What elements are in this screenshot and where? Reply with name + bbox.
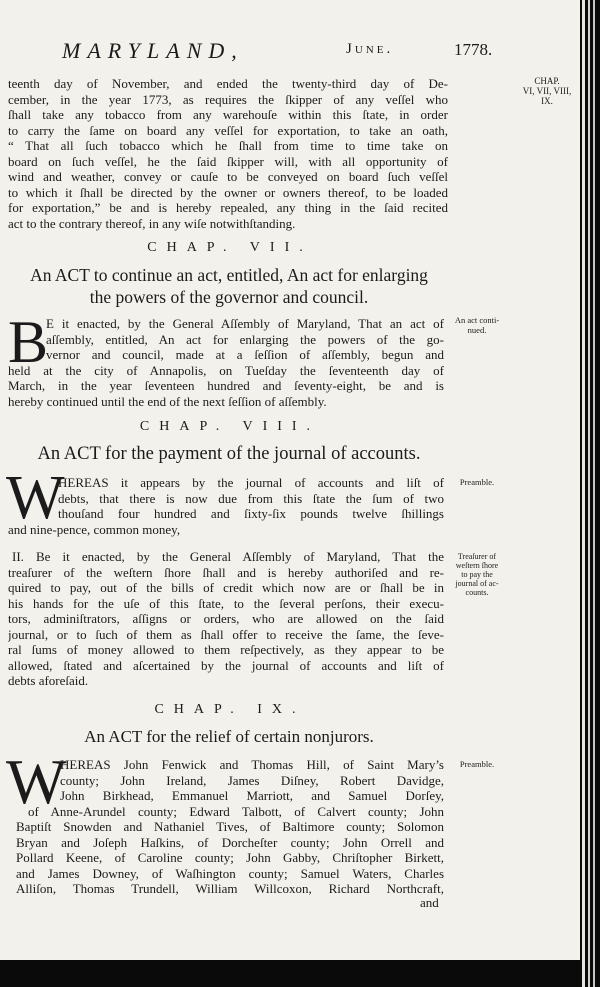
intro-paragraph [8,76,448,231]
act-title: An ACT for the payment of the journal of accounts. [37,444,421,464]
margin-note: Preamble. [459,759,495,769]
text-line: wind and weather, convey or cauſe to be conveyed on board ſuch veſſel [8,169,448,184]
text-line: board on ſuch veſſel, he the ſaid ſkipper will, with all opportunity of [8,153,448,169]
text-line: teenth day of November, and ended the twenty-third day of De- [8,76,448,91]
page-edge [582,0,585,987]
text-line: HEREAS it appears by the journal of accounts and liſt of [58,475,444,490]
margin-note-line: journal of ac- [455,579,499,588]
text-line: quired to pay, out of the bills of credit which now are or ſhall be in [8,580,444,595]
text-line: treaſurer of the weſtern ſhore ſhall and is hereby authoriſed and re- [8,564,444,580]
margin-note-line: nued. [467,324,487,335]
chap8-preamble [8,475,444,537]
text-line: HEREAS John Fenwick and Thomas Hill, of Saint Mary’s [60,757,444,772]
text-line: his hands for the uſe of this ſtate, to the ſeveral perſons, their execu- [8,595,444,611]
chapter-heading: CHAP. IX. [154,702,306,717]
chapter-margin-note [510,76,580,106]
text-line: and nine-pence, common money, [8,521,181,537]
text-line: II. Be it enacted, by the General Aſſembly of Maryland, That the [12,549,444,564]
margin-note-line: counts. [465,588,489,597]
drop-cap: B [8,309,49,375]
text-line: held at the city of Annapolis, on Tueſday the ſeventeenth day of [8,362,444,378]
chapter-heading: CHAP. VIII. [139,419,321,434]
page-edge [588,0,590,987]
text-line: “ That all ſuch tobacco which he ſhall from time to time take on [8,138,448,153]
margin-note [447,552,507,597]
text-line: ral ſums of money allowed to them reſpectively, as they appear to be [8,642,444,657]
text-line: Baptiſt Snowden and Nathaniel Tives, of Baltimore county; Solomon [16,819,444,834]
chap9-body [8,757,444,897]
text-line: act to the contrary thereof, in any wiſe notwithſtanding. [8,215,296,231]
text-line: Bryan and Joſeph Haſkins, of Dorcheſter county; John Orrell and [16,834,444,850]
text-line: of Anne-Arundel county; Edward Talbott, of Calvert county; John [28,803,444,819]
margin-note: Preamble. [459,477,495,487]
text-line: March, in the year ſeventeen hundred and ſeventy-eight, be and is [8,378,444,393]
running-header [0,38,580,68]
text-line: John Birkhead, Emmanuel Marriott, and Samuel Dorſey, [60,788,444,803]
text-line: E it enacted, by the General Aſſembly of Maryland, That an act of [46,316,444,331]
margin-note-line: Treaſurer of [457,552,497,561]
catchword: and [420,895,439,910]
margin-note-line: to pay the [461,570,493,579]
text-line: to which it ſhall be directed by the owner or owners thereof, to be loaded [8,184,448,200]
text-line: and James Downey, of Waſhington county; Samuel Waters, Charles [16,865,444,881]
text-line: for exportation,” be and is hereby repealed, any thing in the ſaid recited [8,200,448,215]
margin-note-line: CHAP. [534,76,560,86]
text-line: allowed, ſtated and aſcertained by the journal of accounts and liſt of [8,657,444,673]
act-title [4,264,454,308]
text-line: ſhall take any tobacco from any warehouſe within this ſtate, in order [8,107,448,122]
text-line: tors, adminiſtrators, aſſigns or orders, who are allowed on the ſaid [8,611,444,626]
text-line: county; John Ireland, James Diſney, Robert Davidge, [60,772,444,788]
chap7-body [8,309,444,409]
header-year: 1778. [454,40,493,59]
chapter-heading: CHAP. VII. [147,240,313,255]
text-line: debts, that there is now due from this ſtate the ſum of two [58,490,444,506]
margin-note-line: IX. [541,96,553,106]
text-line: Alliſon, Thomas Trundell, William Willcoxon, Richard Northcraft, [16,881,444,896]
page-edge [593,0,595,987]
margin-note-line: VI, VII, VIII, [522,86,572,96]
margin-note-line: weſtern ſhore [455,561,499,570]
header-title: MARYLAND, [62,38,244,63]
drop-cap: W [6,464,65,532]
text-line: journal, or to ſuch of them as ſhall offer to receive the ſame, the ſeve- [8,626,444,642]
act-title-line: the powers of the governor and council. [89,287,369,307]
text-line: to carry the ſame on board any veſſel for exportation, to take an oath, [8,122,448,138]
act-title: An ACT for the relief of certain nonjurors. [84,727,374,746]
text-line: Pollard Keene, of Caroline county; John Gabby, Chriſtopher Birkett, [16,850,444,865]
text-line: thouſand four hundred and ſixty-ſix pounds twelve ſhillings [58,506,444,521]
margin-note [447,316,507,335]
act-title-line: An ACT to continue an act, entitled, An act for enlarging [30,265,428,285]
text-line: aſſembly, entitled, An act for enlarging the powers of the go- [46,331,444,347]
header-month: June. [346,41,394,57]
text-line: debts aforeſaid. [8,673,89,688]
chap8-section2 [8,549,444,689]
text-line: vernor and council, made at a ſeſſion of aſſembly, begun and [46,347,444,362]
drop-cap: W [6,746,67,817]
text-line: hereby continued until the end of the next ſeſſion of aſſembly. [8,393,327,409]
text-line: cember, in the year 1773, as requires the ſkipper of any veſſel who [8,91,448,107]
margin-note-line: An act conti- [454,315,500,325]
